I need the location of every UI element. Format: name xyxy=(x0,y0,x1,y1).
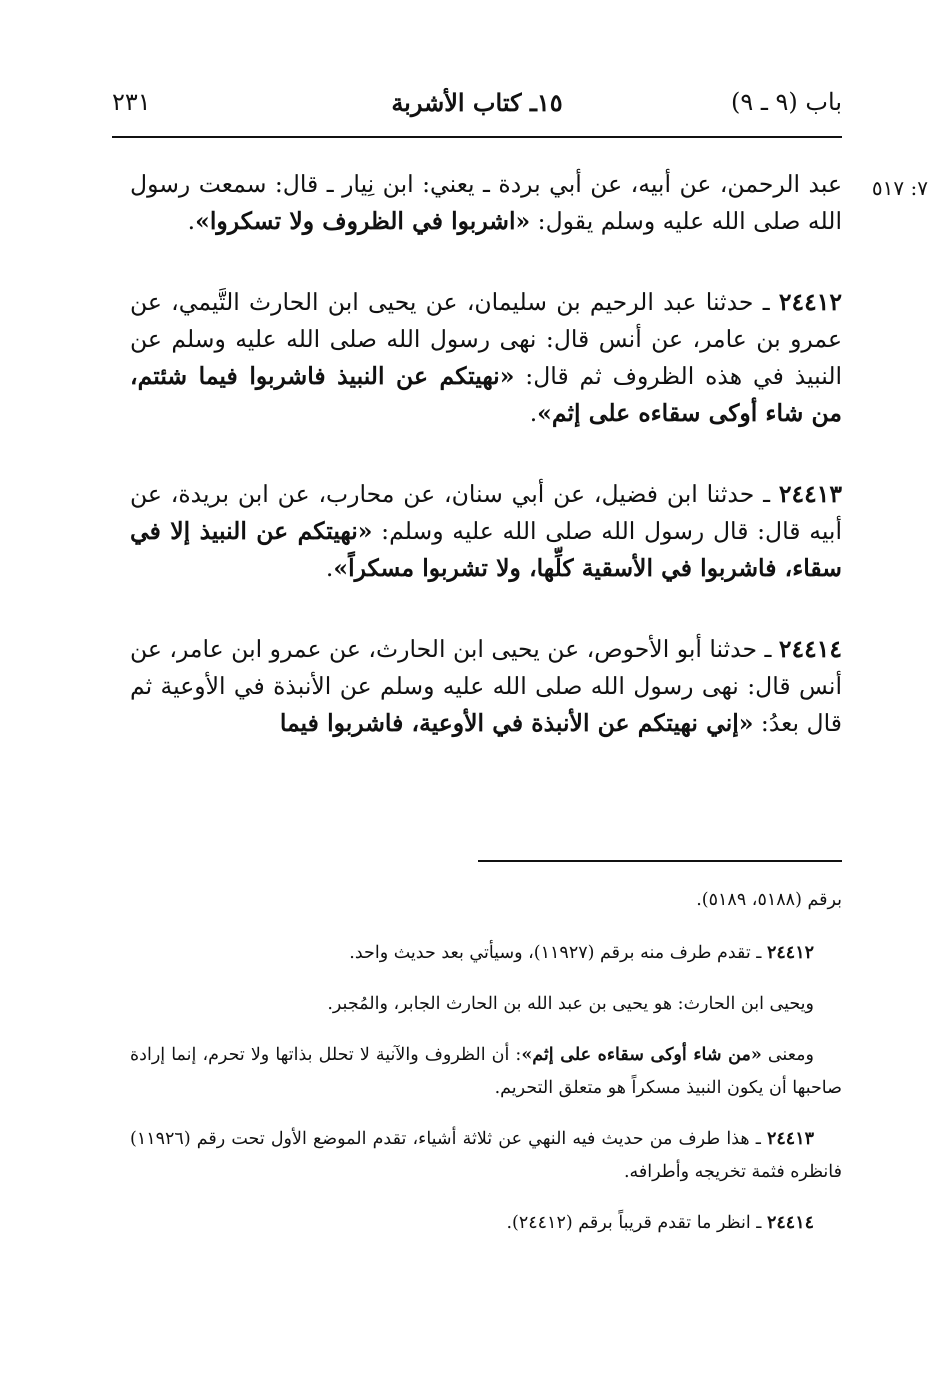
footnote-text: : أن الظروف والآنية لا تحلل بذاتها ولا تحرم، إنما إرادة صاحبها أن يكون النبيذ مسكراً هو متعلق التحريم. xyxy=(130,1045,842,1098)
footnote-text: ـ انظر ما تقدم قريباً برقم (٢٤٤١٢). xyxy=(506,1213,767,1233)
hadith-text: ـ حدثنا عبد الرحيم بن سليمان، عن يحيى ابن الحارث التَّيمي، عن عمرو بن عامر، عن أنس قال: نهى رسول الله صلى الله عليه وسلم عن النبيذ في هذه الظروف ثم قال: xyxy=(130,288,843,390)
hadith-paragraph xyxy=(130,166,842,240)
punctuation: . xyxy=(325,554,334,582)
footnote xyxy=(130,937,842,970)
footnote-number: ٢٤٤١٣ xyxy=(767,1129,814,1149)
footnote-text: ـ تقدم طرف منه برقم (١١٩٢٧)، وسيأتي بعد حديث واحد. xyxy=(349,943,767,963)
book-title: ١٥ـ كتاب الأشربة xyxy=(391,88,563,117)
hadith-quote: «اشربوا في الظروف ولا تسكروا» xyxy=(195,207,531,235)
hadith-quote: «نهيتكم عن النبيذ فاشربوا فيما شئتم، من شاء أوكى سقاءه على إثم» xyxy=(130,362,842,427)
punctuation: . xyxy=(187,207,196,235)
hadith-number: ٢٤٤١٤ xyxy=(778,635,842,663)
hadith-quote: «نهيتكم عن النبيذ إلا في سقاء، فاشربوا في الأسقية كلِّها، ولا تشربوا مسكراً» xyxy=(130,517,842,582)
footnote-divider xyxy=(478,860,842,862)
hadith-number: ٢٤٤١٣ xyxy=(778,480,842,508)
footnote: ويحيى ابن الحارث: هو يحيى بن عبد الله بن الحارث الجابر، والمُجبر. xyxy=(327,994,814,1014)
punctuation: . xyxy=(529,399,538,427)
footnote-text: ومعنى xyxy=(761,1045,814,1065)
footnote-number: ٢٤٤١٢ xyxy=(767,943,814,963)
hadith-number: ٢٤٤١٢ xyxy=(778,288,842,316)
hadith-text: عبد الرحمن، عن أبيه، عن أبي بردة ـ يعني: ابن نِيار ـ قال: سمعت رسول الله صلى الله عليه وسلم يقول: xyxy=(130,170,842,235)
margin-reference: ٧: ٥١٧ xyxy=(871,176,928,200)
footnote xyxy=(130,1039,842,1105)
main-text xyxy=(130,166,842,742)
footnotes xyxy=(130,884,842,1258)
footnote-text: ـ هذا طرف من حديث فيه النهي عن ثلاثة أشياء، تقدم الموضع الأول تحت رقم (١١٩٢٦) فانظره فثمة تخريجه وأطرافه. xyxy=(130,1129,842,1182)
footnote xyxy=(130,1207,842,1240)
header-divider xyxy=(112,136,842,138)
hadith-text: ـ حدثنا ابن فضيل، عن أبي سنان، عن محارب، عن ابن بريدة، عن أبيه قال: قال رسول الله صلى الله عليه وسلم: xyxy=(130,480,842,545)
hadith-paragraph xyxy=(130,476,842,587)
footnote-number: ٢٤٤١٤ xyxy=(767,1213,814,1233)
hadith-quote: «إني نهيتكم عن الأنبذة في الأوعية، فاشربوا فيما xyxy=(279,709,754,737)
hadith-text: ـ حدثنا أبو الأحوص، عن يحيى ابن الحارث، عن عمرو ابن عامر، عن أنس قال: نهى رسول الله صلى الله عليه وسلم عن الأنبذة في الأوعية ثم قال بعدُ: xyxy=(130,635,842,737)
page-number: ٢٣١ xyxy=(112,88,151,116)
chapter-title: باب (٩ ـ ٩) xyxy=(730,88,842,116)
footnote: برقم (٥١٨٨، ٥١٨٩). xyxy=(696,890,842,910)
page-header xyxy=(112,88,842,132)
hadith-paragraph xyxy=(130,284,842,432)
footnote-quote: «من شاء أوكى سقاءه على إثم» xyxy=(521,1045,762,1065)
hadith-paragraph xyxy=(130,631,842,742)
footnote xyxy=(130,1123,842,1189)
